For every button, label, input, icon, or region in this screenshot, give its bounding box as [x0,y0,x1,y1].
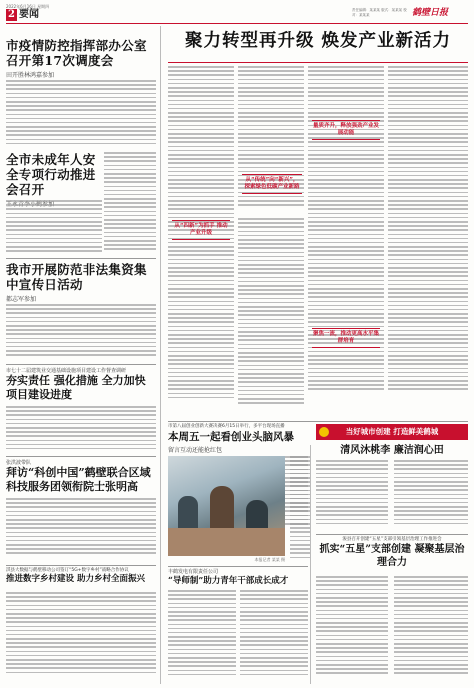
article-title: 清风沐桃李 廉洁润心田 [340,445,444,456]
article-separator [316,534,468,535]
article-integrity-education [316,444,468,458]
article-kicker: 张洪波带队 [6,460,32,466]
article-kicker: 丰鹤发电有限责任公司 [168,569,219,575]
section-name: 要闻 [19,9,39,20]
article-body [6,406,156,454]
lead-story-body [388,66,468,418]
article-digital-village [6,568,156,585]
issue-date: 2022年6月16日 星期四 [6,4,50,9]
column-divider [310,445,311,684]
article-body [316,576,388,684]
article-body [6,592,156,682]
pull-quote: 从“传统”向“新兴”，探索绿色低碳产业新路 [242,174,302,194]
photo-desk [168,528,285,556]
article-kicker: 市七十二届建筑业交通基础设施项目建设工作督查调研 [6,368,127,374]
article-separator [6,456,156,457]
article-body [394,576,468,684]
article-five-star-branch [316,537,468,569]
article-covid-meeting [6,38,156,79]
column-divider [160,26,161,684]
article-separator [6,258,156,259]
article-body [6,80,156,148]
masthead-logo: 鹤壁日报 [412,8,449,18]
article-body [168,590,236,684]
article-kicker: 淇县大数据与鹤壁移动公司签订“5G+数字乡村”战略合作协议 [6,568,129,573]
article-title: 本周五一起看创业头脑风暴 [168,431,294,443]
lead-headline: 聚力转型再升级 焕发产业新活力 [184,31,452,51]
article-title: 市疫情防控指挥部办公室召开第17次调度会 [6,38,147,68]
article-separator [6,565,156,566]
article-body [240,590,308,684]
article-separator [6,364,156,365]
editor-credits: 责任编辑：某某某 版式：某某某 校对：某某某 [352,8,407,17]
civilization-campaign-banner [316,424,468,440]
lead-story-headline-block [168,26,468,62]
article-kicker: 市第八届创业创新大赛决赛6月15日举行，多平台现场直播 [168,424,285,429]
article-title: 我市开展防范非法集资集中宣传日活动 [6,262,147,292]
article-title: 抓实“五星”支部创建 凝聚基层治理合力 [319,544,465,568]
banner-text: 当好城市创建 打造鲜美鹤城 [345,427,439,436]
photo-caption: 本报记者 某某 摄 [254,557,285,562]
lead-story-body [308,66,384,418]
header-rule [6,23,468,24]
article-kicker: 浚县召开创建“五星”支部引领基层治理工作推进会 [342,537,442,542]
article-body [316,460,388,532]
article-entrepreneurship-contest [168,424,313,454]
article-body [6,498,156,562]
article-separator [168,421,468,422]
article-subtitle: 留言互动还能抢红包 [168,447,223,454]
pull-quote: 从“四新”为抓手 推动产业升级 [172,220,230,240]
article-project-construction [6,368,156,402]
page-header [0,0,474,22]
pull-quote: 聚焦一流，推动更高水平集群培育 [312,328,380,348]
article-subtitle: 都志军参加 [6,296,37,303]
article-title: 全市未成年人安全专项行动推进会召开 [6,152,96,197]
article-title: 拜访“科创中国”鹤壁联合区域科技服务团领衔院士张明高 [6,466,151,493]
article-title: 推进数字乡村建设 助力乡村全面振兴 [6,573,145,584]
lead-story-body [168,66,234,418]
lead-story-body [238,218,304,418]
article-title: “导师制”助力青年干部成长成才 [168,576,289,586]
pull-quote: 量质齐升，释放强劲产业发展动能 [312,120,380,140]
headline-rule [168,62,468,63]
article-illegal-fundraising [6,262,156,303]
article-body [290,456,310,564]
article-mentorship [168,569,310,587]
article-subtitle: 田开胜林鸿嘉参加 [6,72,55,79]
article-separator [168,566,308,567]
news-photo-classroom [168,456,285,556]
article-body [104,152,156,256]
article-title: 夯实责任 强化措施 全力加快项目建设进度 [6,374,146,401]
article-body [394,460,468,532]
article-body [6,200,102,256]
section-number: 2 [6,9,17,21]
article-academician-visit [6,460,156,494]
article-body [6,304,156,362]
